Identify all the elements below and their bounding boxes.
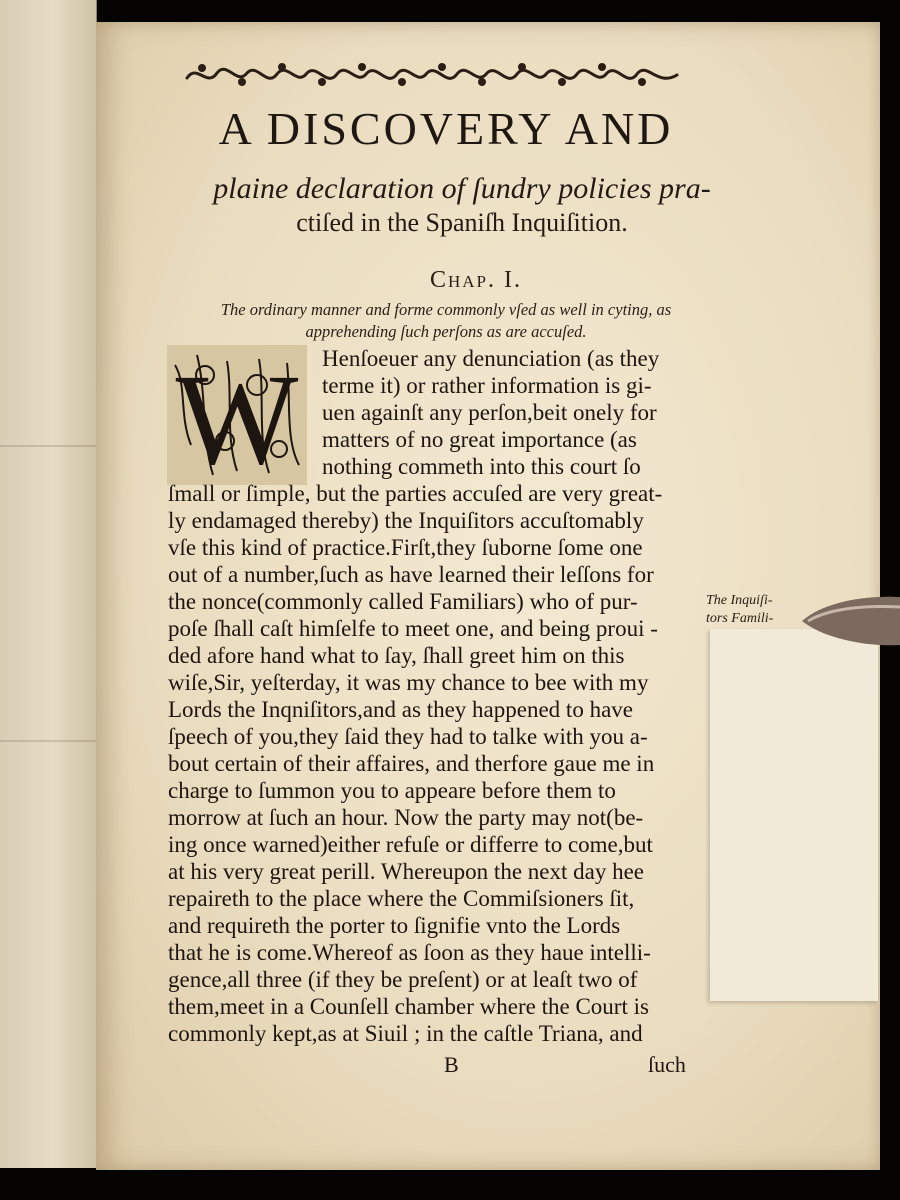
body-line: uen againſt any perſon,beit onely for — [322, 400, 657, 425]
page-fold — [0, 445, 96, 447]
body-line: ſpeech of you,they ſaid they had to talke with you a- — [168, 724, 648, 749]
body-line: them,meet in a Counſell chamber where the Court is — [168, 994, 649, 1019]
book-page — [96, 22, 880, 1170]
chapter-summary — [166, 299, 726, 343]
body-line: commonly kept,as at Siuil ; in the caſtle Triana, and — [168, 1021, 643, 1046]
margin-note — [706, 592, 802, 628]
subtitle-line-1: plaine declaration of ſundry policies pra- — [213, 172, 711, 205]
subtitle-line-2: ctiſed in the Spaniſh Inquiſition. — [296, 208, 628, 237]
signature-mark: B — [444, 1052, 459, 1077]
body-line: the nonce(commonly called Familiars) who of pur- — [168, 589, 638, 614]
body-line: that he is come.Whereof as ſoon as they haue intelli- — [168, 940, 651, 965]
clip-tip — [802, 585, 900, 655]
paper-slip — [710, 629, 878, 1001]
body-line: at his very great perill. Whereupon the next day hee — [168, 859, 645, 884]
body-line: ing once warned)either refuſe or differre to come,but — [168, 832, 653, 857]
catchword: ſuch — [648, 1052, 686, 1077]
margin-note-line-1: The Inquiſi- — [706, 593, 773, 608]
body-line: charge to ſummon you to appeare before them to — [168, 778, 616, 803]
body-line: ſmall or ſimple, but the parties accuſed are very great- — [168, 481, 663, 506]
body-line: repaireth to the place where the Commiſsioners ſit, — [168, 886, 635, 911]
body-line: and requireth the porter to ſignifie vnto the Lords — [168, 913, 621, 938]
chapter-summary-line-1: The ordinary manner and forme commonly vſed as well in cyting, as — [220, 300, 672, 319]
body-line: out of a number,ſuch as have learned their leſſons for — [168, 562, 654, 587]
body-line: bout certain of their affaires, and therfore gaue me in — [168, 751, 655, 776]
drop-cap-letter: W — [175, 348, 299, 485]
chapter-summary-line-2: apprehending ſuch perſons as are accuſed. — [305, 322, 587, 341]
headpiece-ornament — [182, 58, 682, 92]
body-line: gence,all three (if they be preſent) or at leaſt two of — [168, 967, 638, 992]
body-line: matters of no great importance (as — [322, 427, 637, 452]
page-fold — [0, 740, 96, 742]
body-line: vſe this kind of practice.Firſt,they ſuborne ſome one — [168, 535, 643, 560]
body-line: Henſoeuer any denunciation (as they — [322, 346, 660, 371]
margin-note-line-2: tors Famili- — [706, 611, 774, 626]
body-line: ly endamaged thereby) the Inquiſitors accuſtomably — [168, 508, 644, 533]
body-line: wiſe,Sir, yeſterday, it was my chance to bee with my — [168, 670, 649, 695]
body-line: poſe ſhall caſt himſelfe to meet one, and being proui - — [168, 616, 658, 641]
chapter-heading: Chap. I. — [429, 267, 522, 293]
body-line: morrow at ſuch an hour. Now the party may not(be- — [168, 805, 644, 830]
facing-page — [0, 0, 97, 1168]
drop-cap — [167, 345, 307, 485]
page-title: A DISCOVERY AND — [218, 103, 674, 154]
body-line: Lords the Inqniſitors,and as they happened to have — [168, 697, 633, 722]
body-line: terme it) or rather information is gi- — [322, 373, 652, 398]
body-line: ded afore hand what to ſay, ſhall greet him on this — [168, 643, 625, 668]
body-line: nothing commeth into this court ſo — [322, 454, 641, 479]
